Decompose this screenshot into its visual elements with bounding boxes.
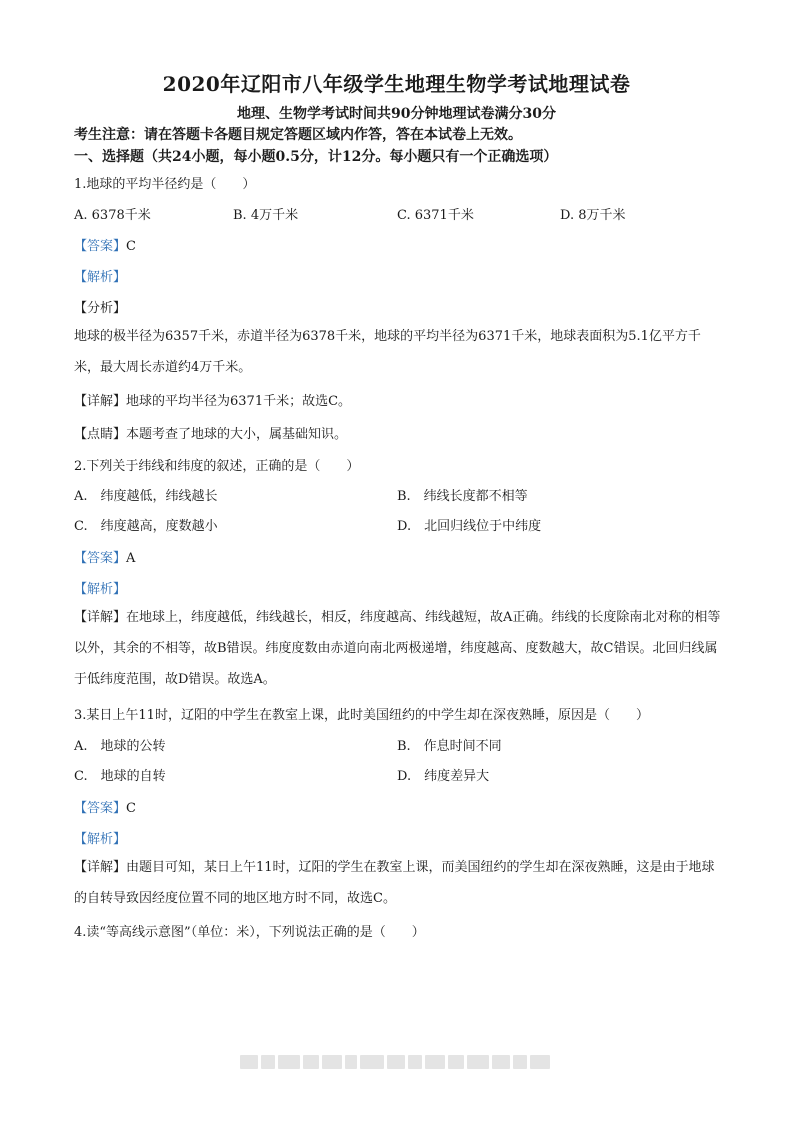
exam-subtitle: 地理、生物学考试时间共90分钟地理试卷满分30分	[237, 106, 556, 122]
q2-option-a: A. 纬度越低，纬线越长	[74, 489, 218, 504]
q3-option-d: D. 纬度差异大	[397, 769, 490, 784]
analysis-tag: 【解析】	[74, 832, 127, 847]
q1-option-d: D. 8万千米	[560, 208, 626, 223]
q1-answer	[74, 235, 136, 254]
q2-detail	[74, 602, 724, 695]
q1-fenxi-heading	[74, 297, 126, 316]
q1-option-c: C. 6371千米	[397, 208, 474, 223]
q1-answer-value: C	[126, 239, 136, 254]
q2-answer	[74, 547, 135, 566]
page-title: 2020年辽阳市八年级学生地理生物学考试地理试卷	[162, 72, 631, 96]
answer-tag: 【答案】	[74, 239, 127, 254]
question-4-stem: 4.读“等高线示意图”（单位：米），下列说法正确的是（ ）	[74, 925, 425, 940]
analysis-tag: 【解析】	[74, 270, 127, 285]
q2-option-d: D. 北回归线位于中纬度	[397, 519, 542, 534]
q1-comment-text: 本题考查了地球的大小，属基础知识。	[126, 427, 348, 442]
question-2-stem: 2.下列关于纬线和纬度的叙述，正确的是（ ）	[74, 459, 360, 474]
q1-option-a: A. 6378千米	[74, 208, 151, 223]
q1-option-b: B. 4万千米	[233, 208, 299, 223]
q1-comment	[74, 423, 347, 442]
q1-analysis	[74, 266, 126, 285]
q1-fenxi-text: 地球的极半径为6357千米，赤道半径为6378千米，地球的平均半径为6371千米，地球表面积为5.1亿平方千米，最大周长赤道约4万千米。	[74, 329, 701, 375]
q2-option-c: C. 纬度越高，度数越小	[74, 519, 218, 534]
detail-tag: 【详解】	[74, 610, 127, 625]
q1-detail-text: 地球的平均半径为6371千米；故选C。	[126, 394, 352, 409]
q3-answer-value: C	[126, 801, 136, 816]
question-1-stem: 1.地球的平均半径约是（ ）	[74, 177, 256, 192]
answer-tag: 【答案】	[74, 801, 127, 816]
question-3-stem: 3.某日上午11时，辽阳的中学生在教室上课，此时美国纽约的中学生却在深夜熟睡，原因是（ ）	[74, 708, 649, 723]
q3-answer	[74, 797, 136, 816]
section-heading: 一、选择题（共24小题，每小题0.5分，计12分。每小题只有一个正确选项）	[74, 149, 558, 165]
q2-detail-text: 在地球上，纬度越低，纬线越长，相反，纬度越高、纬线越短，故A正确。纬线的长度除南北对称的相等以外，其余的不相等，故B错误。纬度度数由赤道向南北两极递增，纬度越高、度数越大，故C错误。北回归线属于低纬度范围，故D错误。故选A。	[74, 610, 721, 687]
fenxi-tag: 【分析】	[74, 301, 127, 316]
answer-tag: 【答案】	[74, 551, 127, 566]
blurred-footer-watermark	[240, 1055, 555, 1069]
q1-detail	[74, 390, 351, 409]
q3-option-c: C. 地球的自转	[74, 769, 166, 784]
analysis-tag: 【解析】	[74, 582, 127, 597]
q3-detail	[74, 852, 724, 914]
q3-analysis	[74, 828, 126, 847]
detail-tag: 【详解】	[74, 860, 127, 875]
q2-answer-value: A	[126, 551, 136, 566]
q3-detail-text: 由题目可知，某日上午11时，辽阳的学生在教室上课，而美国纽约的学生却在深夜熟睡，这是由于地球的自转导致因经度位置不同的地区地方时不同，故选C。	[74, 860, 715, 906]
q2-analysis	[74, 578, 126, 597]
q3-option-a: A. 地球的公转	[74, 739, 166, 754]
comment-tag: 【点睛】	[74, 427, 127, 442]
q3-option-b: B. 作息时间不同	[397, 739, 502, 754]
q2-option-b: B. 纬线长度都不相等	[397, 489, 528, 504]
detail-tag: 【详解】	[74, 394, 127, 409]
exam-notice: 考生注意：请在答题卡各题目规定答题区域内作答，答在本试卷上无效。	[74, 127, 522, 143]
